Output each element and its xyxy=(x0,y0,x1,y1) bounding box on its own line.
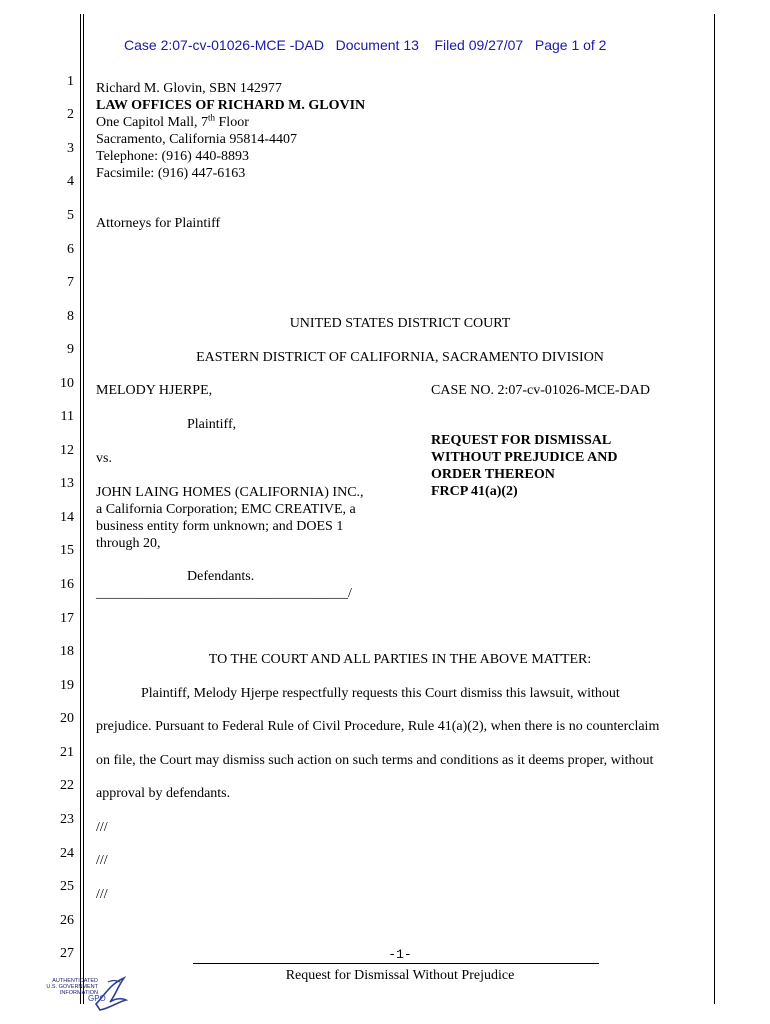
address-line-2: Sacramento, California 95814-4407 xyxy=(96,132,298,147)
line-number: 9 xyxy=(67,342,74,357)
line-number: 14 xyxy=(60,510,74,525)
line-number: 1 xyxy=(67,74,74,89)
eagle-icon xyxy=(90,974,130,1012)
line-number: 11 xyxy=(60,409,74,424)
document-title-line: ORDER THEREON xyxy=(431,467,555,482)
address-line-1: One Capitol Mall, 7th Floor xyxy=(96,112,249,130)
line-number: 26 xyxy=(60,913,74,928)
continuation-slashes: /// xyxy=(96,820,108,835)
facsimile: Facsimile: (916) 447-6163 xyxy=(96,166,246,181)
versus: vs. xyxy=(96,451,112,466)
right-margin-rule xyxy=(714,14,715,1004)
seal-line: U.S. GOVERNMENT xyxy=(46,984,98,990)
line-number: 19 xyxy=(60,678,74,693)
page-number: -1- xyxy=(388,947,412,962)
court-district: EASTERN DISTRICT OF CALIFORNIA, SACRAMENTO DIVISION xyxy=(196,350,604,365)
left-margin-rule-outer xyxy=(80,14,81,1004)
line-number: 22 xyxy=(60,778,74,793)
left-margin-rule-inner xyxy=(83,14,84,1004)
telephone: Telephone: (916) 440-8893 xyxy=(96,149,249,164)
defendants-line: through 20, xyxy=(96,536,161,551)
line-number: 2 xyxy=(67,107,74,122)
document-title-line: FRCP 41(a)(2) xyxy=(431,484,518,499)
seal-line: AUTHENTICATED xyxy=(52,978,98,984)
line-number: 18 xyxy=(60,644,74,659)
defendants-label: Defendants. xyxy=(187,569,255,584)
firm-name: LAW OFFICES OF RICHARD M. GLOVIN xyxy=(96,98,366,113)
defendants-line: business entity form unknown; and DOES 1 xyxy=(96,519,344,534)
line-number: 13 xyxy=(60,476,74,491)
line-number: 4 xyxy=(67,174,74,189)
line-number: 6 xyxy=(67,242,74,257)
attorney-name: Richard M. Glovin, SBN 142977 xyxy=(96,81,282,96)
paragraph-line: prejudice. Pursuant to Federal Rule of Civil Procedure, Rule 41(a)(2), when there is no counterclaim xyxy=(96,719,660,734)
line-number: 25 xyxy=(60,879,74,894)
plaintiff-name: MELODY HJERPE, xyxy=(96,383,213,398)
caption-rule: ____________________________________/ xyxy=(96,586,352,601)
line-number: 12 xyxy=(60,443,74,458)
line-number: 3 xyxy=(67,141,74,156)
salutation: TO THE COURT AND ALL PARTIES IN THE ABOVE MATTER: xyxy=(208,652,592,667)
line-number: 7 xyxy=(67,275,74,290)
defendants-line: JOHN LAING HOMES (CALIFORNIA) INC., xyxy=(96,485,364,500)
continuation-slashes: /// xyxy=(96,853,108,868)
paragraph-line: approval by defendants. xyxy=(96,786,231,801)
footer-rule xyxy=(193,963,599,964)
seal-mark: GPO xyxy=(88,994,106,1003)
document-title-line: REQUEST FOR DISMISSAL xyxy=(431,433,612,448)
line-number: 23 xyxy=(60,812,74,827)
line-number: 27 xyxy=(60,946,74,961)
defendants-line: a California Corporation; EMC CREATIVE, a xyxy=(96,502,356,517)
footer-title: Request for Dismissal Without Prejudice xyxy=(285,968,515,983)
continuation-slashes: /// xyxy=(96,887,108,902)
document-title-line: WITHOUT PREJUDICE AND xyxy=(431,450,618,465)
case-header: Case 2:07-cv-01026-MCE -DAD Document 13 Filed 09/27/07 Page 1 of 2 xyxy=(124,37,607,53)
attorney-role: Attorneys for Plaintiff xyxy=(96,216,221,231)
paragraph-line: on file, the Court may dismiss such action on such terms and conditions as it deems proper, without xyxy=(96,753,654,768)
line-number: 17 xyxy=(60,611,74,626)
case-number: CASE NO. 2:07-cv-01026-MCE-DAD xyxy=(431,383,650,398)
line-number: 5 xyxy=(67,208,74,223)
line-number: 24 xyxy=(60,846,74,861)
plaintiff-label: Plaintiff, xyxy=(187,417,237,432)
court-name: UNITED STATES DISTRICT COURT xyxy=(289,316,511,331)
line-number: 15 xyxy=(60,543,74,558)
paragraph-line: Plaintiff, Melody Hjerpe respectfully requests this Court dismiss this lawsuit, without xyxy=(141,686,620,701)
line-number: 10 xyxy=(60,376,74,391)
line-number: 8 xyxy=(67,309,74,324)
line-number: 20 xyxy=(60,711,74,726)
gpo-authentication-seal xyxy=(44,974,134,1014)
seal-line: INFORMATION xyxy=(59,990,98,996)
line-number: 21 xyxy=(60,745,74,760)
line-number: 16 xyxy=(60,577,74,592)
